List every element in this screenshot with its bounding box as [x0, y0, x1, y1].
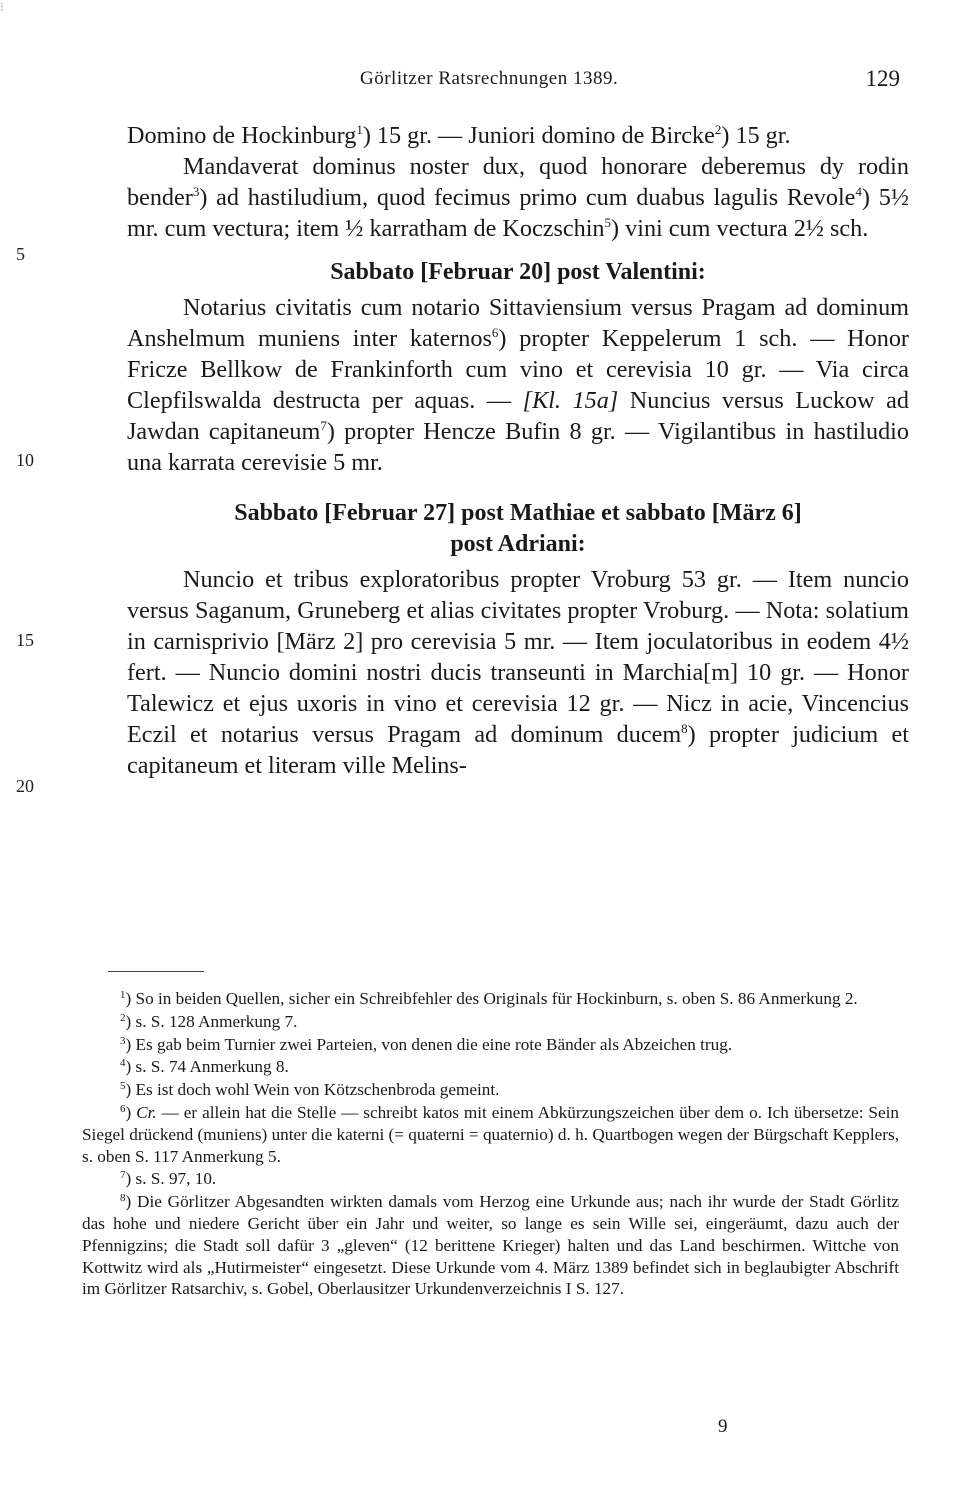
- folio-mark: [Kl. 15a]: [522, 387, 619, 414]
- footnote-ref-8: 8: [681, 721, 688, 736]
- scan-corner-mark: ⁝: [0, 0, 4, 14]
- line-number-15: 15: [16, 630, 34, 650]
- paragraph-4: Nuncio et tribus exploratoribus propter Vroburg 53 gr. — Item nuncio versus Saganum, Gruneberg et alias civitates propter Vroburg. — Nota: solatium in carnisprivio [März 2] pro cerevisia 5 mr. — Item joculatoribus in eodem 4½ fert. — Nuncio domini nostri ducis transeunti in Marchia[m] 10 gr. — Honor Talewicz et ejus uxoris in vino et cerevisia 12 gr. — Nicz in acie, Vincencius Eczil et notarius versus Pragam ad dominum ducem$^8$) propter judicium et capitaneum et literam ville Melins-: [127, 566, 909, 779]
- footnotes: [82, 988, 899, 1301]
- footnote-1: $^1$) So in beiden Quellen, sicher ein Schreibfehler des Originals für Hockinburn, s. oben S. 86 Anmerkung 2.: [120, 989, 858, 1008]
- footnote-ref-2: 2: [714, 122, 722, 137]
- footnote-5: $^5$) Es ist doch wohl Wein von Kötzschenbroda gemeint.: [120, 1080, 500, 1100]
- page-header: [0, 68, 960, 100]
- footnote-ref-1: 1: [356, 122, 363, 137]
- footnote-7: $^7$) s. S. 97, 10.: [120, 1169, 217, 1189]
- line-number-20: 20: [16, 776, 34, 796]
- footnote-6: $^6$) Cr. — er allein hat die Stelle — schreibt katos mit einem Abkürzungszeichen über dem o. Ich übersetze: Sein Siegel drückend (muniens) unter die katerni (= quaterni = quaternio) d. h. Quartbogen wegen der Bürgschaft Kepplers, s. oben S. 117 Anmerkung 5.: [82, 1102, 899, 1166]
- footnote-ref-5: 5: [604, 215, 612, 230]
- main-text: [127, 120, 909, 781]
- line-number-5: 5: [16, 244, 25, 264]
- footnote-2: $^2$) s. S. 128 Anmerkung 7.: [120, 1011, 298, 1031]
- footnote-4: $^4$) s. S. 74 Anmerkung 8.: [120, 1057, 289, 1077]
- footnote-ref-3: 3: [192, 184, 200, 199]
- footnote-ref-7: 7: [320, 418, 327, 433]
- footnote-ref-4: 4: [855, 184, 862, 199]
- paragraph-1: Domino de Hockinburg$^1$) 15 gr. — Juniori domino de Bircke$^2$) 15 gr.: [127, 122, 791, 149]
- line-number-10: 10: [16, 450, 34, 470]
- running-head: Görlitzer Ratsrechnungen 1389.: [360, 68, 619, 89]
- footnote-ref-6: 6: [491, 325, 499, 340]
- page-number: 129: [865, 66, 900, 91]
- paragraph-2: Mandaverat dominus noster dux, quod honorare deberemus dy rodin bender$^3$) ad hastiludium, quod fecimus primo cum duabus lagulis Revole$^4$) 5½ mr. cum vectura; item ½ karratham de Koczschin$^5$) vini cum vectura 2½ sch.: [127, 153, 909, 242]
- paragraph-3: Notarius civitatis cum notario Sittaviensium versus Pragam ad dominum Anshelmum muniens inter katernos$^6$) propter Keppelerum 1 sch. — Honor Fricze Bellkow de Frankinforth cum vino et cerevisia 10 gr. — Via circa Clepfilswalda destructa per aquas. — [Kl. 15a] Nuncius versus Luckow ad Jawdan capitaneum$^7$) propter Hencze Bufin 8 gr. — Vigilantibus in hastiludio una karrata cerevisie 5 mr.: [127, 294, 909, 476]
- section-heading-2: Sabbato [Februar 27] post Mathiae et sabbato [März 6] post Adriani:: [234, 500, 802, 557]
- footnote-3: $^3$) Es gab beim Turnier zwei Parteien, von denen die eine rote Bänder als Abzeichen trug.: [120, 1034, 733, 1054]
- section-heading-1: Sabbato [Februar 20] post Valentini:: [330, 259, 706, 285]
- footnote-8: $^8$) Die Görlitzer Abgesandten wirkten damals vom Herzog eine Urkunde aus; nach ihr wurde der Stadt Görlitz das hohe und niedere Gericht über ein Jahr und weiter, so lange es sein Wille sei, eingeräumt, dazu auch der Pfennigzins; die Stadt soll dafür 3 „gleven“ (12 berittene Krieger) halten und das Land beschirmen. Wittche von Kottwitz wird als „Hutirmeister“ eingesetzt. Diese Urkunde vom 4. März 1389 befindet sich in beglaubigter Abschrift im Görlitzer Ratsarchiv, s. Gobel, Oberlausitzer Urkundenverzeichnis I S. 127.: [82, 1192, 899, 1299]
- signature-mark: 9: [718, 1416, 728, 1437]
- footnote-separator: [108, 971, 204, 972]
